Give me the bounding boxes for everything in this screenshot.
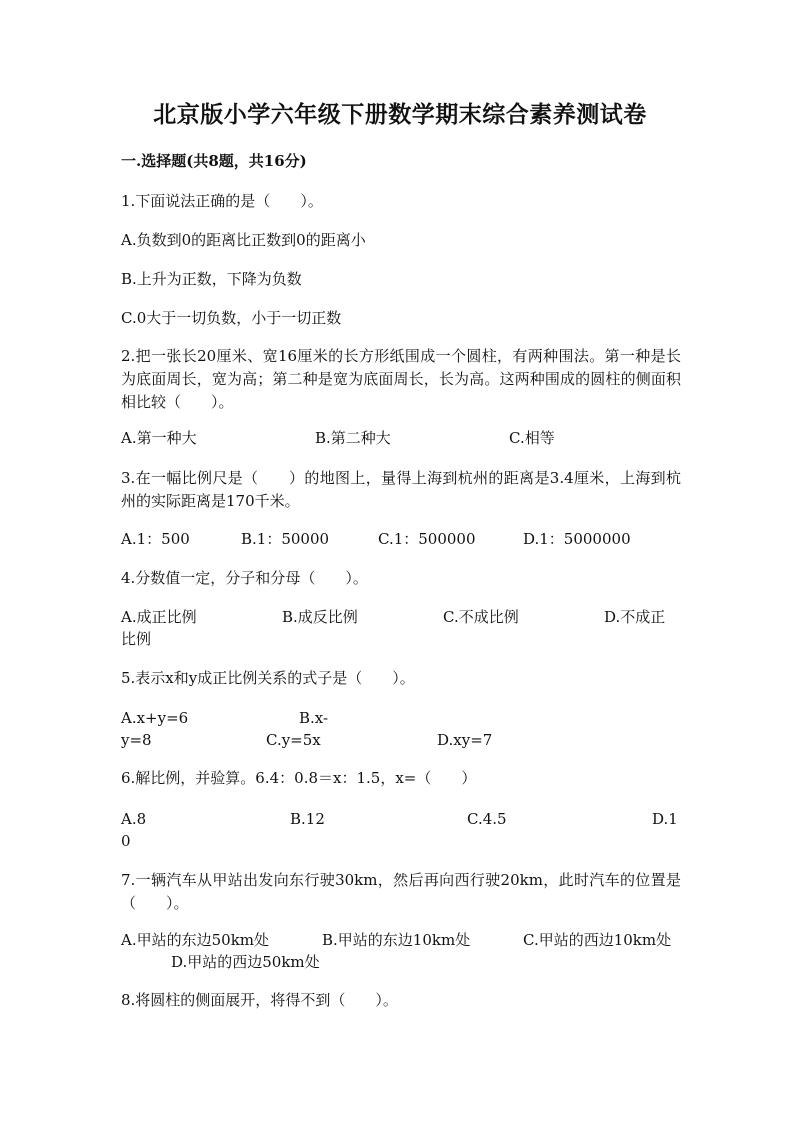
- question-3-option-d: D.1：5000000: [523, 530, 631, 548]
- question-4-option-d-wrap: 比例: [121, 630, 152, 648]
- question-5-option-c: C.y=5x: [266, 731, 321, 749]
- question-4-stem: 4.分数值一定，分子和分母（ ）。: [121, 569, 368, 587]
- question-4-option-b: B.成反比例: [282, 608, 358, 626]
- question-2-option-a: A.第一种大: [121, 429, 197, 447]
- question-4-option-d: D.不成正: [604, 608, 666, 626]
- question-6-option-a: A.8: [121, 810, 147, 828]
- question-4-option-a: A.成正比例: [121, 608, 197, 626]
- question-5-stem: 5.表示x和y成正比例关系的式子是（ ）。: [121, 669, 415, 687]
- section-heading: 一.选择题(共8题，共16分): [121, 152, 307, 170]
- question-7-option-c: C.甲站的西边10km处: [523, 931, 672, 949]
- question-3-stem: 3.在一幅比例尺是（ ）的地图上，量得上海到杭州的距离是3.4厘米，上海到杭州的实际距离是170千米。: [121, 469, 681, 510]
- question-6-option-c: C.4.5: [467, 810, 507, 828]
- question-2-stem: 2.把一张长20厘米、宽16厘米的长方形纸围成一个圆柱，有两种围法。第一种是长为底面周长，宽为高；第二种是宽为底面周长，长为高。这两种围成的圆柱的侧面积相比较（ ）。: [121, 347, 681, 411]
- question-5-option-b: B.x-: [299, 709, 329, 727]
- question-1-option-a: A.负数到0的距离比正数到0的距离小: [121, 231, 366, 249]
- question-4-option-c: C.不成比例: [443, 608, 519, 626]
- question-5-option-b-wrap: y=8: [121, 731, 152, 749]
- exam-title: 北京版小学六年级下册数学期末综合素养测试卷: [153, 101, 647, 128]
- question-7-option-d: D.甲站的西边50km处: [171, 953, 320, 971]
- question-7-stem: 7.一辆汽车从甲站出发向东行驶30km，然后再向西行驶20km，此时汽车的位置是（ ）。: [121, 871, 681, 912]
- question-6-option-d: D.1: [652, 810, 678, 828]
- question-3-option-a: A.1：500: [121, 530, 190, 548]
- question-6-option-b: B.12: [290, 810, 325, 828]
- question-7-option-b: B.甲站的东边10km处: [322, 931, 471, 949]
- question-5-option-d: D.xy=7: [437, 731, 493, 749]
- question-6-option-d-wrap: 0: [121, 832, 131, 850]
- question-3-option-c: C.1：500000: [378, 530, 476, 548]
- question-3-option-b: B.1：50000: [241, 530, 330, 548]
- question-6-stem: 6.解比例，并验算。6.4：0.8＝x：1.5，x=（ ）: [121, 769, 477, 787]
- question-1-option-c: C.0大于一切负数，小于一切正数: [121, 309, 342, 327]
- question-8-stem: 8.将圆柱的侧面展开，将得不到（ ）。: [121, 991, 398, 1009]
- question-2-option-c: C.相等: [509, 429, 555, 447]
- question-7-option-a: A.甲站的东边50km处: [121, 931, 270, 949]
- question-5-option-a: A.x+y=6: [121, 709, 189, 727]
- question-1-option-b: B.上升为正数，下降为负数: [121, 270, 302, 288]
- question-2-option-b: B.第二种大: [315, 429, 391, 447]
- question-1-stem: 1.下面说法正确的是（ ）。: [121, 192, 323, 210]
